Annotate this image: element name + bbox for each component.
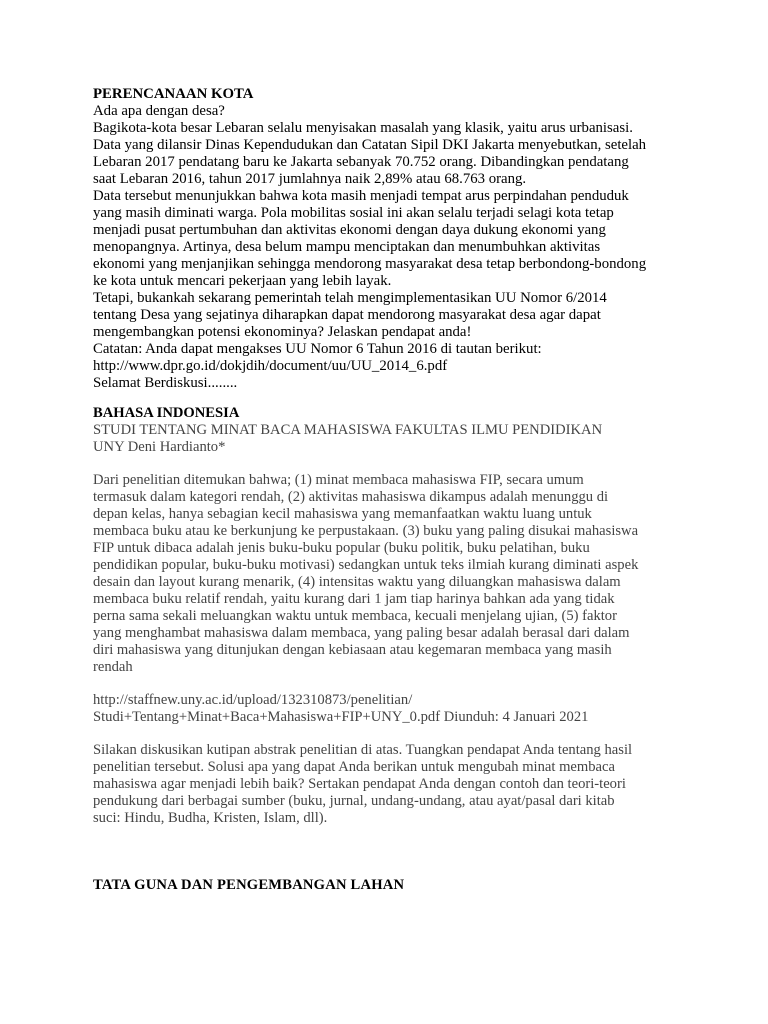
abstract-line: rendah (93, 659, 133, 675)
abstract-line: membaca buku atau ke berkunjung ke perpustakaan. (3) buku yang paling disukai mahasiswa (93, 523, 639, 539)
paragraph-line: Selamat Berdiskusi........ (93, 375, 238, 391)
question-line: Silakan diskusikan kutipan abstrak penelitian di atas. Tuangkan pendapat Anda tentang hasil (93, 742, 633, 758)
section-bahasa-indonesia (93, 405, 693, 827)
study-title-line: UNY Deni Hardianto* (93, 439, 226, 455)
paragraph-line: tentang Desa yang sejatinya diharapkan dapat mendorong masyarakat desa agar dapat (93, 307, 601, 323)
paragraph-line: yang masih diminati warga. Pola mobilitas sosial ini akan selalu terjadi selagi kota tetap (93, 205, 614, 221)
abstract-line: pendidikan popular, buku-buku motivasi) sedangkan untuk teks ilmiah kurang diminati aspek (93, 557, 639, 573)
url-line: http://www.dpr.go.id/dokjdih/document/uu/UU_2014_6.pdf (93, 358, 448, 374)
paragraph-line: Bagikota-kota besar Lebaran selalu menyisakan masalah yang klasik, yaitu arus urbanisasi. (93, 120, 633, 136)
abstract-line: membaca buku relatif rendah, yaitu kurang dari 1 jam tiap harinya bahkan ada yang tidak (93, 591, 615, 607)
paragraph-line: Data tersebut menunjukkan bahwa kota masih menjadi tempat arus perpindahan penduduk (93, 188, 629, 204)
section-title: PERENCANAAN KOTA (93, 86, 254, 102)
paragraph-line: Lebaran 2017 pendatang baru ke Jakarta sebanyak 70.752 orang. Dibandingkan pendatang (93, 154, 629, 170)
question-line: mahasiswa agar menjadi lebih baik? Sertakan pendapat Anda dengan contoh dan teori-teori (93, 776, 626, 792)
paragraph-line: ke kota untuk mencari pekerjaan yang lebih layak. (93, 273, 392, 289)
abstract-line: yang menghambat mahasiswa dalam membaca, yang paling besar adalah berasal dari dalam (93, 625, 630, 641)
section-title: BAHASA INDONESIA (93, 405, 240, 421)
paragraph-line: Catatan: Anda dapat mengakses UU Nomor 6 Tahun 2016 di tautan berikut: (93, 341, 542, 357)
paragraph-line: menopangnya. Artinya, desa belum mampu menciptakan dan menumbuhkan aktivitas (93, 239, 601, 255)
abstract-line: diri mahasiswa yang ditunjukan dengan kebiasaan atau kegemaran membaca yang masih (93, 642, 612, 658)
source-url-line: Studi+Tentang+Minat+Baca+Mahasiswa+FIP+UNY_0.pdf Diunduh: 4 Januari 2021 (93, 709, 589, 725)
abstract-line: desain dan layout kurang menarik, (4) intensitas waktu yang diluangkan mahasiswa dalam (93, 574, 621, 590)
source-url-line: http://staffnew.uny.ac.id/upload/132310873/penelitian/ (93, 692, 413, 708)
question-line: penelitian tersebut. Solusi apa yang dapat Anda berikan untuk mengubah minat membaca (93, 759, 615, 775)
section-perencanaan-kota (93, 86, 693, 392)
paragraph-line: menjadi pusat pertumbuhan dan aktivitas ekonomi dengan daya dukung ekonomi yang (93, 222, 606, 238)
abstract-line: FIP untuk dibaca adalah jenis buku-buku popular (buku politik, buku pelatihan, buku (93, 540, 590, 556)
question-line: suci: Hindu, Budha, Kristen, Islam, dll). (93, 810, 328, 826)
paragraph-line: saat Lebaran 2016, tahun 2017 jumlahnya naik 2,89% atau 68.763 orang. (93, 171, 527, 187)
paragraph-line: Ada apa dengan desa? (93, 103, 225, 119)
paragraph-line: Tetapi, bukankah sekarang pemerintah telah mengimplementasikan UU Nomor 6/2014 (93, 290, 607, 306)
abstract-line: Dari penelitian ditemukan bahwa; (1) minat membaca mahasiswa FIP, secara umum (93, 472, 584, 488)
abstract-line: perna sama sekali meluangkan waktu untuk membaca, kecuali menjelang ujian, (5) faktor (93, 608, 617, 624)
question-line: pendukung dari berbagai sumber (buku, jurnal, undang-undang, atau ayat/pasal dari kitab (93, 793, 615, 809)
paragraph-line: mengembangkan potensi ekonominya? Jelaskan pendapat anda! (93, 324, 472, 340)
abstract-line: depan kelas, hanya sebagian kecil mahasiswa yang memanfaatkan waktu luang untuk (93, 506, 592, 522)
study-title-line: STUDI TENTANG MINAT BACA MAHASISWA FAKULTAS ILMU PENDIDIKAN (93, 422, 603, 438)
abstract-line: termasuk dalam kategori rendah, (2) aktivitas mahasiswa dikampus adalah menunggu di (93, 489, 609, 505)
paragraph-line: ekonomi yang menjanjikan sehingga mendorong masyarakat desa tetap berbondong-bondong (93, 256, 647, 272)
section-tata-guna-heading: TATA GUNA DAN PENGEMBANGAN LAHAN (93, 877, 405, 893)
paragraph-line: Data yang dilansir Dinas Kependudukan dan Catatan Sipil DKI Jakarta menyebutkan, setelah (93, 137, 647, 153)
